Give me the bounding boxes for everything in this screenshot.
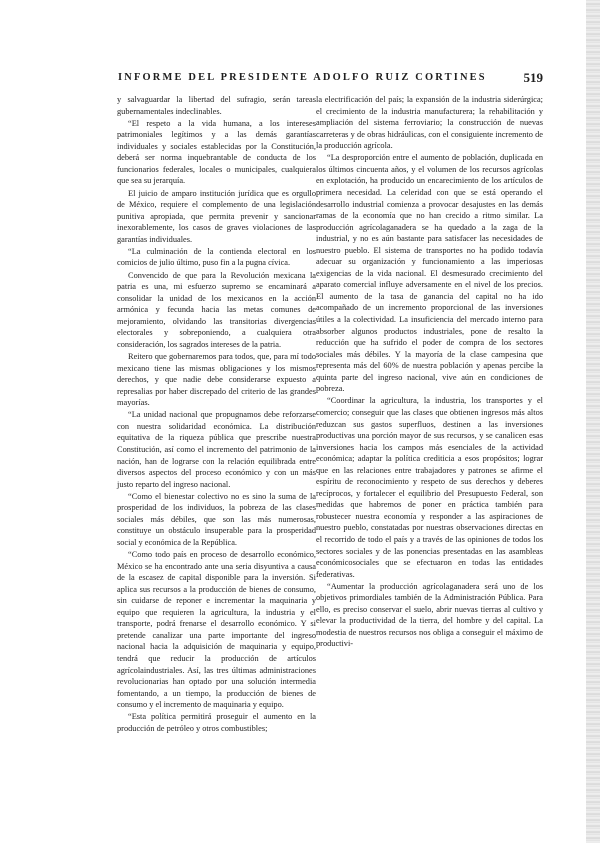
paragraph: la electrificación del país; la expansión de la industria siderúrgica; el crecimiento de la industria manufacturera; la rehabilitación y ampliación del sistema ferroviario; la construcción de nuevas carreteras y de obras hidráulicas, con el consiguiente incremento de la producción agrícola. xyxy=(316,95,543,151)
paragraph: “Coordinar la agricultura, la industria, los transportes y el comercio; conseguir que las clases que obtienen ingresos más altos reduzcan sus gastos superfluos, destinen a las inversiones productivas una porción mayor de sus recursos, y se canalicen esas inversiones hacia los campos más esenciales de la actividad económica; adaptar la política crediticia a esos propósitos; lograr que en las relaciones entre trabajadores y patrones se afirme el espíritu de reconocimiento y respeto de sus derechos y deberes recíprocos, y fortalecer el equilibrio del Presupuesto Federal, son medidas que habremos de poner en práctica también para robustecer nuestra economía y responder a las aspiraciones de nuestro pueblo, constatadas por nuestras observaciones directas en el recorrido de todo el país y a través de las opiniones de todos los sectores sociales y de las ponencias presentadas en las asambleas económicosociales que se efectuaron en todas las entidades federativas. xyxy=(316,396,543,579)
paragraph: “El respeto a la vida humana, a los intereses patrimoniales legítimos y a las demás garantías individuales y sociales establecidas por la Constitución, deberá ser norma inquebrantable de conducta de los funcionarios federales, locales o municipales, cualquiera que sea su jerarquía. xyxy=(117,118,316,186)
paragraph: “Esta política permitirá proseguir el aumento en la producción de petróleo y otros combustibles; xyxy=(117,712,316,733)
paragraph: “La unidad nacional que propugnamos debe reforzarse con nuestra solidaridad económica. La distribución equitativa de la riqueza pública que prescribe nuestra Constitución, así como el incremento del patrimonio de la nación, han de lograrse con la relación equilibrada entre diversos aspectos del proceso económico y con un más justo reparto del ingreso nacional. xyxy=(117,410,316,489)
left-column xyxy=(117,94,316,735)
paragraph: y salvaguardar la libertad del sufragio, serán tareas gubernamentales indeclinables. xyxy=(117,95,316,116)
paragraph: Convencido de que para la Revolución mexicana la patria es una, mi esfuerzo supremo se encaminará a consolidar la unidad de los mexicanos en la acción armónica y fecunda hacia las metas comunes de mejoramiento, olvidando las transitorias divergencias electorales y sobreponiendo, a cualquiera otra consideración, los sagrados intereses de la patria. xyxy=(117,270,316,349)
right-column xyxy=(316,94,543,651)
paragraph: “Como todo país en proceso de desarrollo económico, México se ha encontrado ante una seria disyuntiva a causa de la escasez de capital disponible para la inversión. Si aplica sus recursos a la producción de bienes de consumo, sin cuidarse de reponer e incrementar la maquinaria y equipo que requieren la agricultura, la industria y el transporte, podrá frenarse el desarrollo económico. Y si pretende canalizar una parte importante del ingreso nacional hacia la adquisición de maquinaria y equipo, tendrá que reducir la producción de artículos agrícolaindustriales. Así, las tres últimas administraciones revolucionarias han optado por una solución intermedia fomentando, a un tiempo, la producción de bienes de consumo y el incremento de maquinaria y equipo. xyxy=(117,550,316,710)
paragraph: “Aumentar la producción agrícolaganadera será uno de los objetivos primordiales también de la Administración Pública. Para ello, es preciso conservar el suelo, abrir nuevas tierras al cultivo y elevar la productividad de la tierra, del hombre y del capital. La modestia de nuestros recursos nos obliga a conseguir el máximo de productivi- xyxy=(316,581,543,649)
scan-edge-shadow xyxy=(586,0,600,843)
paragraph: “La culminación de la contienda electoral en los comicios de julio último, puso fin a la pugna cívica. xyxy=(117,246,316,268)
page-header xyxy=(118,72,543,88)
paragraph: Reitero que gobernaremos para todos, que, para mí todo mexicano tiene las mismas obligaciones y los mismos derechos, y que nadie debe considerarse expuesto a represalias por haber discrepado del criterio de las grandes mayorías. xyxy=(117,352,316,408)
paragraph: “La desproporción entre el aumento de población, duplicada en los últimos cincuenta años, y el volumen de los recursos agrícolas en explotación, ha producido un encarecimiento de los artículos de primera necesidad. La celeridad con que se está operando el desarrollo industrial comienza a provocar desajustes en las demás ramas de la economía que no han crecido a ritmo similar. La producción agrícolaganadera se ha quedado a la zaga de la industrial, y no es aún bastante para satisfacer las necesidades de nuestro pueblo. El sistema de transportes no ha podido todavía adecuar su organización y funcionamiento a las imperiosas exigencias de la vida nacional. El desmesurado crecimiento del aparato comercial influye adversamente en el nivel de los precios. El aumento de la tasa de ganancia del capital no ha ido acompañado de un incremento proporcional de las inversiones útiles a la colectividad. La insuficiencia del mercado interno para absorber algunos productos industriales, pone de resalto la reducción que ha sufrido el poder de compra de los sectores sociales más débiles. Y la mayoría de la clase campesina que representa más del 60% de nuestra población y apenas percibe la quinta parte del ingreso nacional, vive aún en condiciones de pobreza. xyxy=(316,153,543,394)
running-title: INFORME DEL PRESIDENTE ADOLFO RUIZ CORTINES xyxy=(118,72,487,83)
paragraph: “Como el bienestar colectivo no es sino la suma de la prosperidad de los individuos, la pobreza de las clases sociales más débiles, que son las más numerosas, constituye un obstáculo insuperable para la prosperidad social y económica de la República. xyxy=(117,491,316,547)
paragraph: El juicio de amparo institución jurídica que es orgullo de México, requiere el complemento de una legislación punitiva apropiada, que permita prevenir y sancionar inexorablemente, los casos de graves violaciones de las garantías individuales. xyxy=(117,188,316,244)
page-number: 519 xyxy=(523,70,543,85)
